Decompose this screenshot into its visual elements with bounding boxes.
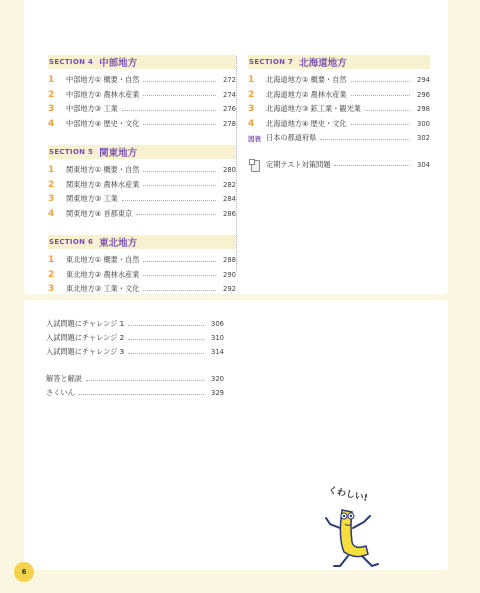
toc-entry[interactable] xyxy=(248,117,430,132)
page-ref: 278 xyxy=(223,119,236,128)
item-title: 関東地方③ 工業 xyxy=(66,194,118,204)
item-number: 1 xyxy=(48,75,55,86)
item-title: 入試問題にチャレンジ 2 xyxy=(46,333,125,342)
page-ref: 304 xyxy=(417,160,430,169)
page-ref: 320 xyxy=(211,375,224,383)
item-title: 北海道地方③ 鉱工業・観光業 xyxy=(266,104,361,114)
item-title: 関東地方② 農林水産業 xyxy=(66,179,140,189)
leader-dots xyxy=(334,165,410,166)
page-ref: 274 xyxy=(223,90,236,99)
item-number: 1 xyxy=(248,75,255,86)
toc-entry[interactable] xyxy=(46,386,224,400)
leader-dots xyxy=(143,81,216,82)
page-ref: 282 xyxy=(223,180,236,189)
item-number: 1 xyxy=(48,255,55,266)
mascot-illustration xyxy=(318,478,390,574)
section-label: SECTION 6 xyxy=(49,238,94,246)
test-book-icon xyxy=(248,159,266,171)
item-number: 4 xyxy=(248,118,255,129)
page-ref: 280 xyxy=(223,166,236,175)
mascot-arm-right xyxy=(353,516,370,528)
item-title: 解答と解説 xyxy=(46,374,82,383)
page-ref: 288 xyxy=(223,256,236,265)
leader-dots xyxy=(320,139,410,140)
leader-dots xyxy=(351,95,410,96)
page-ref: 298 xyxy=(417,105,430,114)
item-number: 2 xyxy=(248,89,255,100)
item-number: 3 xyxy=(48,194,55,205)
leader-dots xyxy=(143,261,216,262)
page-ref: 284 xyxy=(223,195,236,204)
left-column xyxy=(48,55,236,297)
column-divider xyxy=(236,56,237,272)
item-title: 中部地方③ 工業 xyxy=(66,104,118,114)
toc-entry[interactable] xyxy=(46,372,224,386)
page-ref: 294 xyxy=(417,76,430,85)
mascot-arm-left xyxy=(326,518,340,528)
item-number: 3 xyxy=(48,104,55,115)
item-title: 北海道地方① 概要・自然 xyxy=(266,75,347,85)
leader-dots xyxy=(143,171,216,172)
item-title: さくいん xyxy=(46,388,75,397)
item-title: 入試問題にチャレンジ 1 xyxy=(46,319,125,328)
toc-entry[interactable] xyxy=(248,73,430,88)
leader-dots xyxy=(122,110,216,111)
item-title: 北海道地方② 農林水産業 xyxy=(266,89,347,99)
section-title: 東北地方 xyxy=(99,238,138,249)
leader-dots xyxy=(128,325,204,326)
mascot-leg-right xyxy=(362,556,378,566)
toc-entry[interactable] xyxy=(248,102,430,117)
page-number-badge: 6 xyxy=(14,562,34,582)
item-title: 中部地方④ 歴史・文化 xyxy=(66,118,140,128)
page-ref: 310 xyxy=(211,334,224,342)
section-title: 関東地方 xyxy=(99,148,138,159)
toc-entry-test[interactable] xyxy=(248,158,430,173)
leader-dots xyxy=(128,339,204,340)
toc-entry[interactable] xyxy=(48,178,236,193)
page-ref: 314 xyxy=(211,348,224,356)
toc-entry[interactable] xyxy=(46,331,224,345)
section-label: SECTION 4 xyxy=(49,58,94,66)
page-ref: 272 xyxy=(223,76,236,85)
toc-entry[interactable] xyxy=(46,317,224,331)
section-header xyxy=(48,145,236,159)
section-header xyxy=(48,55,236,69)
section-label: SECTION 7 xyxy=(249,58,294,66)
leader-dots xyxy=(86,380,204,381)
leader-dots xyxy=(143,290,216,291)
page-ref: 296 xyxy=(417,90,430,99)
toc-entry[interactable] xyxy=(48,163,236,178)
leader-dots xyxy=(143,185,216,186)
page-ref: 329 xyxy=(211,389,224,397)
item-number: 3 xyxy=(48,284,55,295)
item-number: 2 xyxy=(48,269,55,280)
leader-dots xyxy=(122,200,216,201)
toc-entry[interactable] xyxy=(48,117,236,132)
item-number: 2 xyxy=(48,179,55,190)
leader-dots xyxy=(136,214,216,215)
section-title: 中部地方 xyxy=(99,58,138,69)
page-ref: 290 xyxy=(223,270,236,279)
mascot-leg-left xyxy=(334,556,348,566)
item-title: 北海道地方④ 歴史・文化 xyxy=(266,118,347,128)
item-title: 中部地方② 農林水産業 xyxy=(66,89,140,99)
mascot-caption: くわしい! xyxy=(327,485,369,504)
leader-dots xyxy=(365,110,410,111)
section-header xyxy=(48,235,236,249)
toc-entry[interactable] xyxy=(48,282,236,297)
item-title: 関東地方④ 首都東京 xyxy=(66,208,133,218)
page-ref: 276 xyxy=(223,105,236,114)
toc-entry[interactable] xyxy=(46,345,224,359)
toc-entry[interactable] xyxy=(48,253,236,268)
toc-entry[interactable] xyxy=(48,207,236,222)
leader-dots xyxy=(143,124,216,125)
toc-entry-chart[interactable] xyxy=(248,131,430,146)
section-title: 北海道地方 xyxy=(299,58,347,69)
item-title: 日本の都道府県 xyxy=(266,133,317,143)
leader-dots xyxy=(351,124,410,125)
page-ref: 300 xyxy=(417,119,430,128)
item-number: 4 xyxy=(48,118,55,129)
item-title: 東北地方② 農林水産業 xyxy=(66,269,140,279)
item-title: 東北地方① 概要・自然 xyxy=(66,255,140,265)
item-title: 中部地方① 概要・自然 xyxy=(66,75,140,85)
section-label: SECTION 5 xyxy=(49,148,94,156)
toc-entry[interactable] xyxy=(48,102,236,117)
leader-dots xyxy=(128,353,204,354)
right-column xyxy=(248,55,430,172)
item-number: 3 xyxy=(248,104,255,115)
leader-dots xyxy=(79,394,204,395)
item-title: 関東地方① 概要・自然 xyxy=(66,165,140,175)
toc-entry[interactable] xyxy=(48,268,236,283)
page-ref: 306 xyxy=(211,320,224,328)
toc-entry[interactable] xyxy=(48,73,236,88)
chart-tag: 図表 xyxy=(248,134,261,143)
leader-dots xyxy=(143,95,216,96)
toc-entry[interactable] xyxy=(48,88,236,103)
section-header xyxy=(248,55,430,69)
item-number: 4 xyxy=(48,208,55,219)
item-title: 東北地方③ 工業・文化 xyxy=(66,284,140,294)
item-title: 入試問題にチャレンジ 3 xyxy=(46,347,125,356)
toc-entry[interactable] xyxy=(48,192,236,207)
toc-entry[interactable] xyxy=(248,88,430,103)
page-ref: 292 xyxy=(223,285,236,294)
leader-dots xyxy=(143,275,216,276)
page-ref: 286 xyxy=(223,209,236,218)
page-ref: 302 xyxy=(417,134,430,143)
item-title: 定期テスト対策問題 xyxy=(266,159,331,169)
item-number: 1 xyxy=(48,165,55,176)
item-number: 2 xyxy=(48,89,55,100)
leader-dots xyxy=(351,81,410,82)
